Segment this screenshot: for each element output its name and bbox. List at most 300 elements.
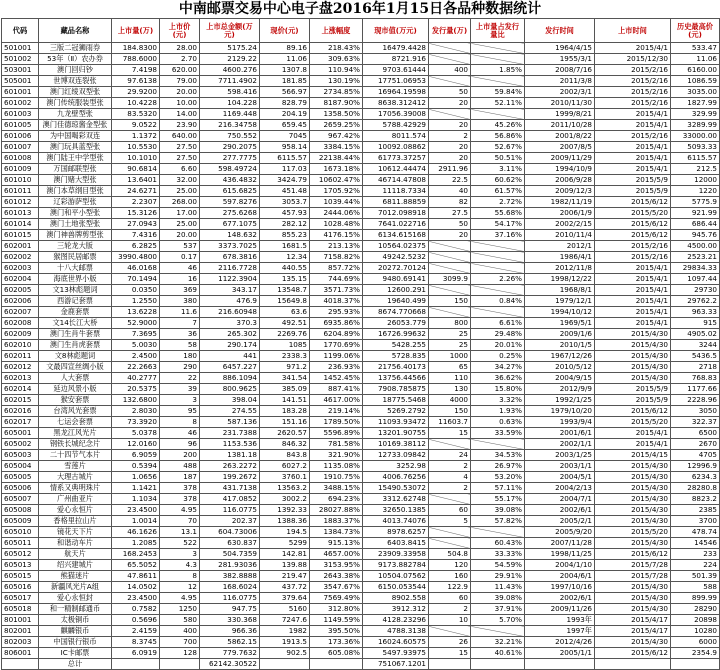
cell-listed-qty: 13.6228 (112, 307, 160, 318)
cell-issue-date: 2011/3/8 (525, 76, 595, 87)
cell-market-value: 8721.916 (363, 54, 429, 65)
table-body (2, 43, 720, 670)
cell-listing-price: 8 (160, 417, 200, 428)
cell-listing-price: 4.95 (160, 593, 200, 604)
cell-market-value: 5269.2792 (363, 406, 429, 417)
cell-ratio (471, 241, 525, 252)
cell-code: 601015 (2, 230, 39, 241)
cell-current-price: 6027.2 (260, 461, 310, 472)
cell-listing-date: 2015/2/16 (595, 76, 671, 87)
cell-issue-qty: 20 (429, 230, 471, 241)
cell-listing-date: 2015/6/12 (595, 219, 671, 230)
cell-listed-qty: 3990.4800 (112, 252, 160, 263)
table-row (2, 582, 720, 593)
cell-listing-price: 369 (160, 285, 200, 296)
cell-listed-qty: 23.4500 (112, 505, 160, 516)
cell-name: 熊猫迷片 (39, 571, 112, 582)
cell-listed-qty: 0.5696 (112, 615, 160, 626)
cell-code: 602017 (2, 417, 39, 428)
cell-current-price: 5299 (260, 538, 310, 549)
cell-code: 602016 (2, 406, 39, 417)
cell-name: 澳门赌大型张 (39, 175, 112, 186)
cell-listing-date: 2015/4/30 (595, 538, 671, 549)
cell-issue-date: 1997年 (525, 626, 595, 637)
cell-ratio: 54.59% (471, 560, 525, 571)
cell-current-price: 5160 (260, 604, 310, 615)
cell-high-price: 588 (671, 582, 720, 593)
cell-high-price: 5775.9 (671, 197, 720, 208)
cell-listing-date: 2015/2/16 (595, 252, 671, 263)
cell-issue-qty (429, 538, 471, 549)
cell-current-price: 135.15 (260, 274, 310, 285)
cell-listed-qty: 168.2453 (112, 549, 160, 560)
cell-listed-qty: 10.1010 (112, 153, 160, 164)
cell-issue-qty (429, 494, 471, 505)
cell-current-price: 492.51 (260, 318, 310, 329)
cell-increase: 1358.50% (310, 109, 363, 120)
cell-ratio: 60.62% (471, 175, 525, 186)
cell-listing-price: 16 (160, 274, 200, 285)
cell-listing-price: 0.17 (160, 252, 200, 263)
cell-market-value: 61773.37257 (363, 153, 429, 164)
cell-issue-qty: 50 (429, 87, 471, 98)
cell-issue-qty: 24 (429, 450, 471, 461)
cell-listed-qty: 2.8030 (112, 406, 160, 417)
cell-listed-qty: 2.4500 (112, 351, 160, 362)
cell-code: 605001 (2, 428, 39, 439)
cell-name: 文8林彪题词 (39, 351, 112, 362)
cell-current-price: 385.09 (260, 384, 310, 395)
table-row (2, 241, 720, 252)
cell-issue-date: 2009/11/26 (525, 604, 595, 615)
cell-market-value: 4006.76256 (363, 472, 429, 483)
cell-high-price: 33000.00 (671, 131, 720, 142)
cell-ratio (471, 109, 525, 120)
table-row (2, 274, 720, 285)
cell-market-value: 8638.312412 (363, 98, 429, 109)
total-amount: 62142.30522 (200, 659, 260, 670)
cell-market-value: 9703.61444 (363, 65, 429, 76)
cell-issue-date: 2010/5/12 (525, 362, 595, 373)
cell-issue-qty: 3099.9 (429, 274, 471, 285)
cell-code: 605013 (2, 560, 39, 571)
cell-listing-price: 7 (160, 318, 200, 329)
cell-listed-qty: 0.5394 (112, 461, 160, 472)
cell-increase: 4617.00% (310, 395, 363, 406)
cell-listed-qty: 47.8611 (112, 571, 160, 582)
cell-issue-qty (429, 252, 471, 263)
cell-issue-date: 1992/1/25 (525, 395, 595, 406)
cell-increase: 1789.50% (310, 417, 363, 428)
cell-listing-price: 700 (160, 637, 200, 648)
cell-name: 镜花天下片 (39, 527, 112, 538)
cell-total-amount: 274.55 (200, 406, 260, 417)
cell-issue-qty: 26 (429, 637, 471, 648)
cell-code: 602015 (2, 395, 39, 406)
cell-increase: 1028.48% (310, 219, 363, 230)
total-empty-cell (471, 659, 525, 670)
cell-issue-qty: 25 (429, 329, 471, 340)
cell-code: 602001 (2, 241, 39, 252)
cell-code: 601003 (2, 109, 39, 120)
table-row (2, 351, 720, 362)
cell-issue-qty (429, 241, 471, 252)
cell-high-price: 915 (671, 318, 720, 329)
cell-listing-price: 488 (160, 461, 200, 472)
cell-issue-qty: 160 (429, 571, 471, 582)
cell-listed-qty: 14.0502 (112, 582, 160, 593)
table-row (2, 571, 720, 582)
cell-high-price: 3700 (671, 516, 720, 527)
cell-total-amount: 436.4832 (200, 175, 260, 186)
cell-high-price: 533.47 (671, 43, 720, 54)
cell-current-price: 440.55 (260, 263, 310, 274)
cell-total-amount: 277.7775 (200, 153, 260, 164)
cell-code: 602010 (2, 340, 39, 351)
cell-listing-date: 2015/5/9 (595, 186, 671, 197)
cell-listing-date: 2015/6/12 (595, 230, 671, 241)
cell-current-price: 7045 (260, 131, 310, 142)
cell-market-value: 19640.499 (363, 296, 429, 307)
cell-name: 文14长江大桥 (39, 318, 112, 329)
cell-issue-qty: 27.5 (429, 208, 471, 219)
cell-current-price: 6115.57 (260, 153, 310, 164)
cell-issue-date: 1993/9/4 (525, 417, 595, 428)
cell-ratio (471, 307, 525, 318)
cell-listing-price: 39 (160, 384, 200, 395)
cell-listing-date: 2015/4/30 (595, 494, 671, 505)
cell-increase: 1199.06% (310, 351, 363, 362)
cell-name: 澳门佳德琼酱金型张 (39, 120, 112, 131)
cell-listing-price: 46 (160, 428, 200, 439)
cell-name: 澳门土地张型张 (39, 219, 112, 230)
cell-name: 大理古城片 (39, 472, 112, 483)
cell-issue-date: 2002/1/1 (525, 439, 595, 450)
cell-issue-qty: 122.9 (429, 582, 471, 593)
cell-listing-price: 27.50 (160, 153, 200, 164)
cell-listing-price: 32.00 (160, 175, 200, 186)
cell-code: 601013 (2, 208, 39, 219)
cell-issue-qty: 2 (429, 131, 471, 142)
table-row (2, 439, 720, 450)
cell-code: 802001 (2, 626, 39, 637)
table-row (2, 263, 720, 274)
cell-increase: 3488.15% (310, 483, 363, 494)
cell-listed-qty: 7.4198 (112, 65, 160, 76)
table-row (2, 307, 720, 318)
cell-total-amount: 199.2672 (200, 472, 260, 483)
cell-listing-date: 2015/2/16 (595, 241, 671, 252)
cell-name: 文最四宣丝绸小版 (39, 362, 112, 373)
cell-current-price: 379.64 (260, 593, 310, 604)
cell-listing-price: 200 (160, 450, 200, 461)
cell-code: 501001 (2, 43, 39, 54)
cell-listing-price: 290 (160, 362, 200, 373)
header-ratio: 上市量占发行量比 (471, 19, 525, 43)
table-row (2, 395, 720, 406)
cell-listing-price: 11.6 (160, 307, 200, 318)
cell-listing-price: 17.00 (160, 208, 200, 219)
cell-code: 602005 (2, 285, 39, 296)
cell-listing-date: 2015/4/1 (595, 285, 671, 296)
cell-increase: 915.13% (310, 538, 363, 549)
cell-high-price: 4905.02 (671, 329, 720, 340)
cell-ratio (471, 527, 525, 538)
table-row (2, 373, 720, 384)
cell-high-price: 501.39 (671, 571, 720, 582)
cell-market-value: 4128.23296 (363, 615, 429, 626)
cell-issue-date: 1994/10/12 (525, 307, 595, 318)
cell-increase: 309.63% (310, 54, 363, 65)
cell-issue-qty: 15 (429, 648, 471, 659)
cell-listed-qty: 1.2550 (112, 296, 160, 307)
cell-code: 601014 (2, 219, 39, 230)
cell-code: 605004 (2, 461, 39, 472)
cell-listing-date: 2015/5/20 (595, 417, 671, 428)
table-row (2, 87, 720, 98)
cell-high-price: 12996.9 (671, 461, 720, 472)
cell-high-price: 1177.66 (671, 384, 720, 395)
cell-total-amount: 1122.3904 (200, 274, 260, 285)
cell-listing-date: 2015/4/15 (595, 450, 671, 461)
cell-issue-qty: 150 (429, 296, 471, 307)
cell-increase: 312.80% (310, 604, 363, 615)
cell-code: 605005 (2, 472, 39, 483)
cell-listing-date: 2015/2/16 (595, 131, 671, 142)
cell-current-price: 13548.7 (260, 285, 310, 296)
cell-issue-qty (429, 263, 471, 274)
cell-total-amount: 290.2075 (200, 142, 260, 153)
cell-listed-qty: 29.9200 (112, 87, 160, 98)
cell-issue-date: 2004/7/1 (525, 494, 595, 505)
cell-issue-qty: 15 (429, 428, 471, 439)
cell-code: 505001 (2, 76, 39, 87)
cell-listing-date: 2015/6/12 (595, 406, 671, 417)
cell-high-price: 12000 (671, 175, 720, 186)
total-row (2, 659, 720, 670)
cell-total-amount: 587.136 (200, 417, 260, 428)
cell-issue-qty: 25 (429, 340, 471, 351)
cell-listed-qty: 6.0919 (112, 648, 160, 659)
cell-listing-date: 2015/4/1 (595, 296, 671, 307)
cell-issue-qty: 60 (429, 505, 471, 516)
cell-ratio: 39.08% (471, 593, 525, 604)
table-row (2, 186, 720, 197)
cell-market-value: 26053.779 (363, 318, 429, 329)
cell-ratio: 32.21% (471, 637, 525, 648)
cell-code: 602009 (2, 329, 39, 340)
total-empty-cell (671, 659, 720, 670)
cell-increase: 6204.89% (310, 329, 363, 340)
cell-increase: 2643.38% (310, 571, 363, 582)
cell-issue-date: 2007/11/28 (525, 538, 595, 549)
cell-name: 澳门和平小型张 (39, 208, 112, 219)
cell-high-price: 29762.2 (671, 296, 720, 307)
cell-increase: 1039.44% (310, 197, 363, 208)
cell-increase: 110.94% (310, 65, 363, 76)
cell-listing-price: 22 (160, 373, 200, 384)
cell-total-amount: 148.632 (200, 230, 260, 241)
cell-listing-date: 2015/4/30 (595, 593, 671, 604)
cell-code: 605002 (2, 439, 39, 450)
header-total-amount: 上市总金额(万元) (200, 19, 260, 43)
cell-total-amount: 2129.22 (200, 54, 260, 65)
table-row (2, 98, 720, 109)
cell-current-price: 2620.57 (260, 428, 310, 439)
cell-name: 澳门回归钞 (39, 65, 112, 76)
cell-total-amount: 431.7138 (200, 483, 260, 494)
cell-current-price: 7247.6 (260, 615, 310, 626)
cell-listed-qty: 0.7582 (112, 604, 160, 615)
cell-ratio: 50.51% (471, 153, 525, 164)
cell-issue-date: 2002/6/1 (525, 505, 595, 516)
cell-market-value: 21756.40173 (363, 362, 429, 373)
cell-name: 西游记套票 (39, 296, 112, 307)
cell-current-price: 194.5 (260, 527, 310, 538)
cell-listing-price: 580 (160, 615, 200, 626)
table-row (2, 472, 720, 483)
cell-current-price: 12.34 (260, 252, 310, 263)
cell-total-amount: 779.7632 (200, 648, 260, 659)
cell-increase: 1384.73% (310, 527, 363, 538)
table-row (2, 505, 720, 516)
cell-name: 九龙壁型张 (39, 109, 112, 120)
cell-code: 601007 (2, 142, 39, 153)
table-row (2, 604, 720, 615)
cell-total-amount: 370.3 (200, 318, 260, 329)
cell-name: 绍兴建城片 (39, 560, 112, 571)
table-row (2, 527, 720, 538)
cell-name: 三轮龙大版 (39, 241, 112, 252)
cell-increase: 3547.67% (310, 582, 363, 593)
cell-issue-qty (429, 109, 471, 120)
cell-increase: 1910.75% (310, 472, 363, 483)
cell-code: 601001 (2, 87, 39, 98)
cell-ratio: 52.11% (471, 98, 525, 109)
cell-listing-date: 2015/4/1 (595, 120, 671, 131)
total-empty-cell (595, 659, 671, 670)
cell-current-price: 142.81 (260, 549, 310, 560)
cell-total-amount: 476.9 (200, 296, 260, 307)
cell-listing-date: 2015/2/16 (595, 87, 671, 98)
cell-ratio: 29.91% (471, 571, 525, 582)
cell-market-value: 11093.93472 (363, 417, 429, 428)
cell-ratio: 0.84% (471, 296, 525, 307)
cell-high-price: 28290 (671, 604, 720, 615)
table-row (2, 516, 720, 527)
cell-current-price: 1307.8 (260, 65, 310, 76)
cell-code: 601010 (2, 175, 39, 186)
cell-listing-date: 2015/4/1 (595, 274, 671, 285)
cell-name: 辽彩游萨型张 (39, 197, 112, 208)
cell-issue-date: 2012/11/8 (525, 263, 595, 274)
cell-name: 台湾风光套票 (39, 406, 112, 417)
cell-name: 53年（Ⅱ）农办券 (39, 54, 112, 65)
cell-code: 605012 (2, 549, 39, 560)
table-row (2, 153, 720, 164)
cell-current-price: 566.97 (260, 87, 310, 98)
cell-total-amount: 1169.448 (200, 109, 260, 120)
cell-high-price: 4705 (671, 450, 720, 461)
cell-code: 501002 (2, 54, 39, 65)
cell-total-amount: 5862.15 (200, 637, 260, 648)
cell-listing-price: 4.3 (160, 560, 200, 571)
cell-increase: 1883.37% (310, 516, 363, 527)
header-high-price: 历史最高价(元) (671, 19, 720, 43)
table-row (2, 54, 720, 65)
cell-listing-price: 28.00 (160, 43, 200, 54)
cell-current-price: 183.28 (260, 406, 310, 417)
cell-listing-price: 13.1 (160, 527, 200, 538)
cell-name: 猴图民居邮票 (39, 252, 112, 263)
cell-increase: 694.23% (310, 494, 363, 505)
cell-code: 601009 (2, 164, 39, 175)
cell-total-amount: 947.75 (200, 604, 260, 615)
cell-listing-date: 2015/4/1 (595, 307, 671, 318)
cell-current-price: 219.47 (260, 571, 310, 582)
cell-ratio: 53.20% (471, 472, 525, 483)
cell-listing-date: 2015/4/1 (595, 153, 671, 164)
cell-current-price: 89.16 (260, 43, 310, 54)
cell-current-price: 15649.8 (260, 296, 310, 307)
cell-listed-qty: 65.5052 (112, 560, 160, 571)
cell-ratio: 0.25% (471, 351, 525, 362)
cell-increase: 7569.49% (310, 593, 363, 604)
cell-issue-date: 2002/2/15 (525, 219, 595, 230)
table-row (2, 164, 720, 175)
cell-listing-price: 25.00 (160, 186, 200, 197)
cell-listing-price: 640.00 (160, 131, 200, 142)
cell-listing-price: 522 (160, 538, 200, 549)
cell-current-price: 958.14 (260, 142, 310, 153)
cell-listing-date: 2015/4/30 (595, 461, 671, 472)
cell-market-value: 7908.785875 (363, 384, 429, 395)
cell-increase: 236.93% (310, 362, 363, 373)
table-row (2, 461, 720, 472)
cell-code: 605011 (2, 538, 39, 549)
cell-total-amount: 216.60948 (200, 307, 260, 318)
table-row (2, 329, 720, 340)
cell-current-price: 846.32 (260, 439, 310, 450)
cell-total-amount: 598.49724 (200, 164, 260, 175)
cell-ratio (471, 263, 525, 274)
cell-total-amount: 281.93036 (200, 560, 260, 571)
cell-ratio: 55.68% (471, 208, 525, 219)
cell-name: 延边风景小版 (39, 384, 112, 395)
cell-code: 602006 (2, 296, 39, 307)
table-row (2, 417, 720, 428)
cell-market-value: 7012.098918 (363, 208, 429, 219)
cell-high-price: 2523.21 (671, 252, 720, 263)
cell-listed-qty: 1.1421 (112, 483, 160, 494)
cell-issue-date: 1997/10/16 (525, 582, 595, 593)
cell-issue-qty: 50 (429, 219, 471, 230)
cell-total-amount: 265.302 (200, 329, 260, 340)
cell-code: 601011 (2, 186, 39, 197)
cell-issue-qty: 504.8 (429, 549, 471, 560)
cell-name: 钢铁长城纪念片 (39, 439, 112, 450)
cell-listing-price: 12 (160, 582, 200, 593)
cell-increase: 213.13% (310, 241, 363, 252)
cell-listing-price: 4.95 (160, 505, 200, 516)
total-label: 总计 (39, 659, 112, 670)
cell-increase: 5596.89% (310, 428, 363, 439)
cell-increase: 2734.85% (310, 87, 363, 98)
cell-high-price: 921.99 (671, 208, 720, 219)
cell-ratio: 59.84% (471, 87, 525, 98)
cell-listed-qty: 1.0014 (112, 516, 160, 527)
cell-current-price: 151.16 (260, 417, 310, 428)
